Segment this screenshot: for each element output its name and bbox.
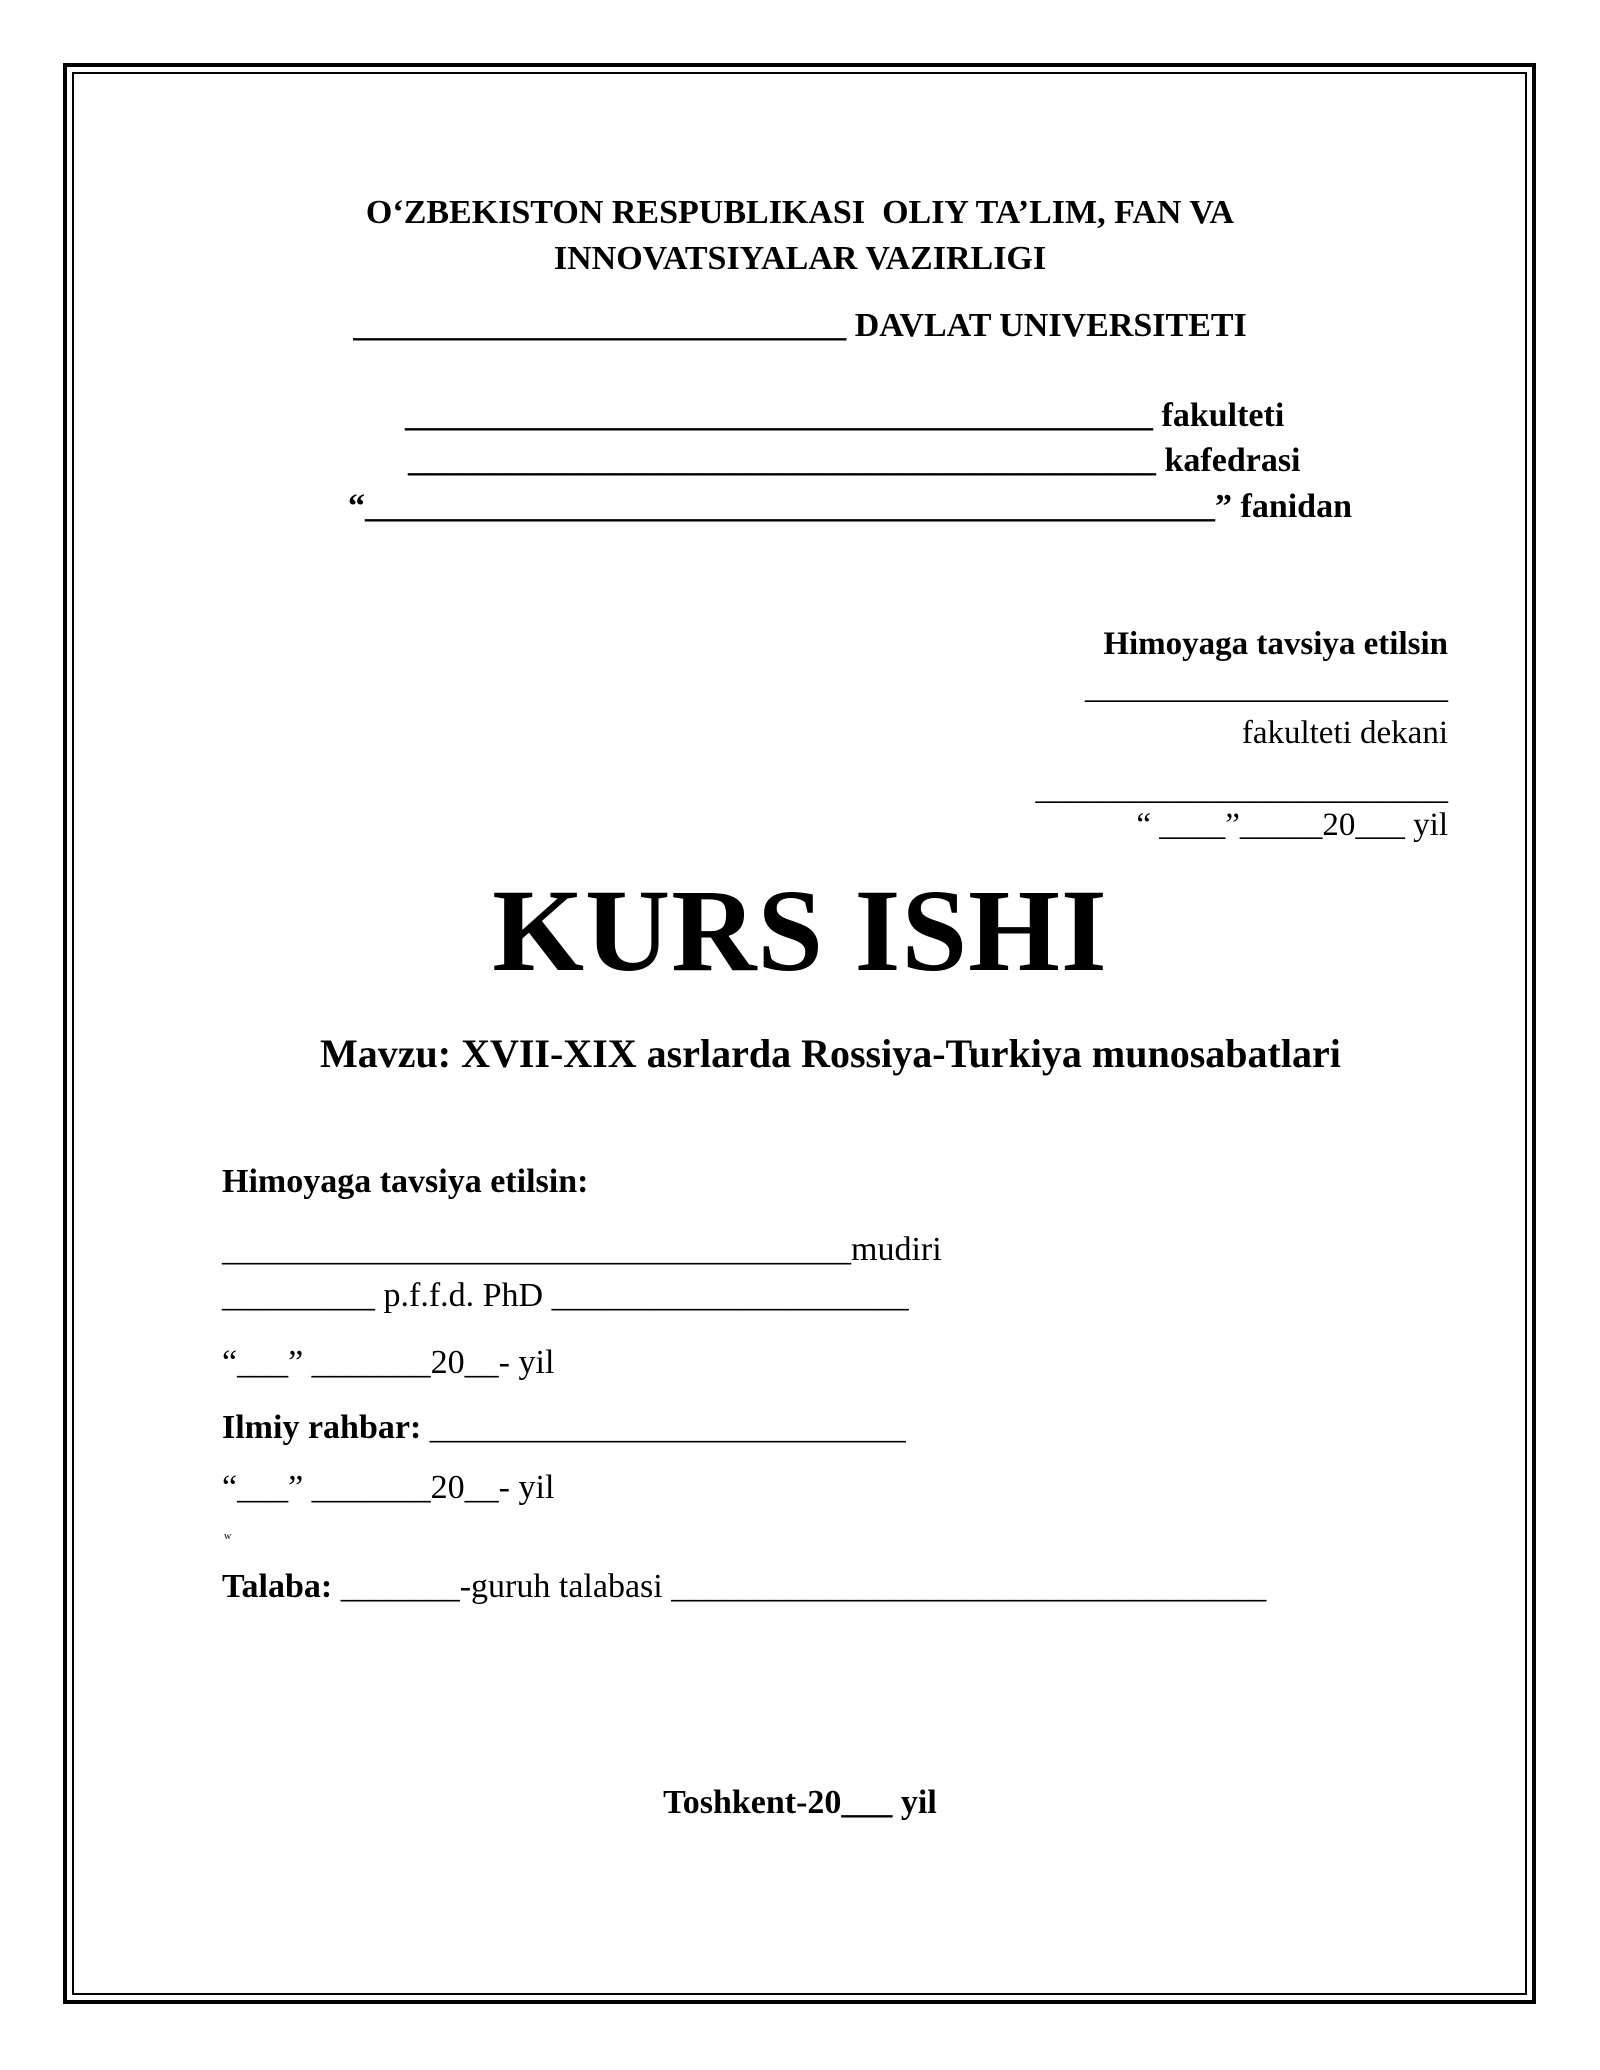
- dean-signature-blank: ______________________: [1085, 670, 1448, 706]
- student-label: Talaba:: [222, 1568, 333, 1605]
- approval-date-1: “___” _______20__- yil: [222, 1344, 555, 1381]
- approval-bottom-heading: Himoyaga tavsiya etilsin:: [222, 1163, 589, 1200]
- ministry-line-2: INNOVATSIYALAR VAZIRLIGI: [553, 240, 1047, 277]
- approval-date-2: “___” _______20__- yil: [222, 1469, 555, 1506]
- dean-name-blank: _________________________: [1035, 771, 1448, 807]
- university-line: _____________________________ DAVLAT UNIVERSITETI: [353, 307, 1247, 344]
- advisor-blank: ____________________________: [421, 1409, 906, 1446]
- student-blank: _______-guruh talabasi ___________________________________: [332, 1568, 1267, 1605]
- approval-top-heading: Himoyaga tavsiya etilsin: [1103, 626, 1448, 662]
- dean-role: fakulteti dekani: [1241, 715, 1448, 751]
- small-mark: w: [224, 1531, 232, 1542]
- advisor-label: Ilmiy rahbar:: [222, 1409, 422, 1446]
- department-head-line: _____________________________________mudiri: [222, 1231, 942, 1268]
- document-title: KURS ISHI: [492, 865, 1108, 996]
- approval-top-date: “ ____”_____20___ yil: [1136, 807, 1448, 843]
- department-line: ____________________________________________ kafedrasi: [408, 442, 1301, 479]
- degree-line: _________ p.f.f.d. PhD _____________________: [222, 1277, 909, 1314]
- place-year: Toshkent-20___ yil: [663, 1784, 937, 1821]
- ministry-line-1: O‘ZBEKISTON RESPUBLIKASI OLIY TA’LIM, FAN VA: [365, 194, 1235, 231]
- advisor-line: [222, 1411, 906, 1445]
- subject-line: “__________________________________________________” fanidan: [348, 488, 1352, 525]
- topic-line: Mavzu: XVII-XIX asrlarda Rossiya-Turkiya munosabatlari: [320, 1031, 1341, 1076]
- student-line: [222, 1570, 1266, 1604]
- faculty-line: ____________________________________________ fakulteti: [405, 397, 1285, 434]
